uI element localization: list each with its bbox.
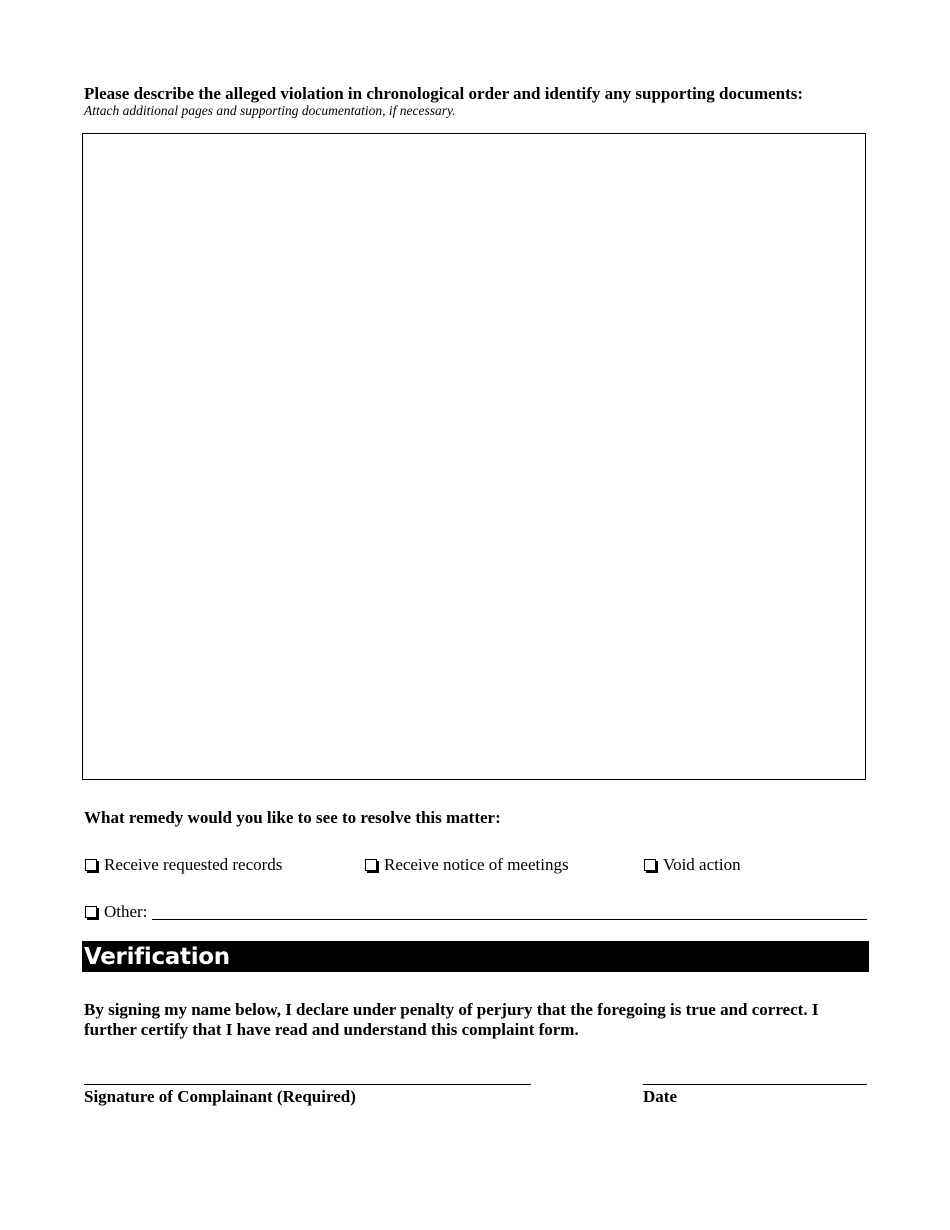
option-receive-notice[interactable] <box>364 855 569 875</box>
remedy-question: What remedy would you like to see to resolve this matter: <box>84 808 501 827</box>
checkbox-icon[interactable] <box>644 859 656 871</box>
option-label: Receive notice of meetings <box>384 855 569 874</box>
other-remedy-input[interactable] <box>152 902 867 919</box>
perjury-declaration: By signing my name below, I declare under penalty of perjury that the foregoing is true and correct. I further certify that I have read and understand this complaint form. <box>84 1000 819 1039</box>
date-label: Date <box>643 1087 677 1106</box>
option-void-action[interactable] <box>643 855 741 875</box>
option-other[interactable] <box>84 902 147 922</box>
description-heading: Please describe the alleged violation in chronological order and identify any supporting documents: <box>84 84 804 103</box>
violation-description-field[interactable] <box>82 133 866 780</box>
date-line[interactable] <box>643 1084 867 1085</box>
option-label: Receive requested records <box>104 855 283 874</box>
other-label: Other: <box>104 902 148 921</box>
signature-line[interactable] <box>84 1084 531 1085</box>
checkbox-icon[interactable] <box>365 859 377 871</box>
other-underline <box>152 919 867 920</box>
verification-title: Verification <box>84 944 230 970</box>
checkbox-icon[interactable] <box>85 859 97 871</box>
signature-label: Signature of Complainant (Required) <box>84 1087 356 1106</box>
option-receive-records[interactable] <box>84 855 282 875</box>
checkbox-icon[interactable] <box>85 906 97 918</box>
option-label: Void action <box>663 855 741 874</box>
description-instruction: Attach additional pages and supporting documentation, if necessary. <box>84 103 456 118</box>
